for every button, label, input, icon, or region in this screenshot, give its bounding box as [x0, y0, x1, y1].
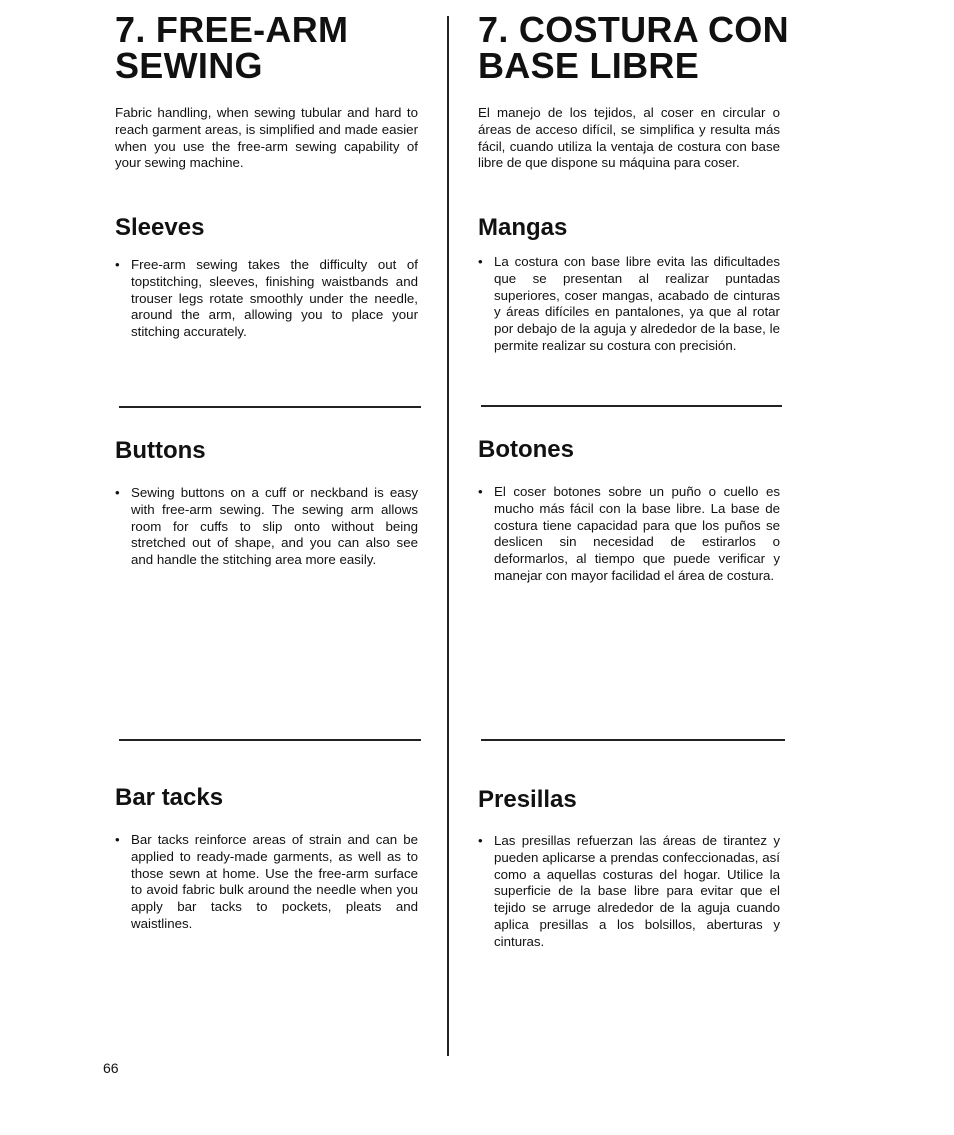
- english-intro: Fabric handling, when sewing tubular and hard to reach garment areas, is simplified and made easier when you use the free-arm sewing capability of your sewing machine.: [115, 105, 418, 171]
- list-item-presillas: [478, 833, 780, 951]
- section-divider-rule: [481, 739, 785, 741]
- english-title: 7. FREE-ARM SEWING: [115, 9, 349, 86]
- heading-mangas: Mangas: [478, 214, 568, 241]
- botones-text: El coser botones sobre un puño o cuello es mucho más fácil con la base libre. La base de costura tiene capacidad para que los puños se deslicen sin necesidad de estirarlos o deformarlos, al tiempo que puede verificar y manejar con mayor facilidad el área de costura.: [494, 484, 780, 583]
- bullet-icon: •: [478, 254, 483, 269]
- buttons-text: Sewing buttons on a cuff or neckband is easy with free-arm sewing. The sewing arm allows room for cuffs to slip onto without being stretched out of shape, and you can also see and handle the stitching area more easily.: [131, 485, 418, 568]
- list-item-bar-tacks: [115, 832, 418, 933]
- sleeves-text: Free-arm sewing takes the difficulty out of topstitching, sleeves, finishing waistbands and trouser legs rotate smoothly under the needle, around the arm, allowing you to place your stitching accurately.: [131, 257, 418, 340]
- list-item-botones: [478, 484, 780, 585]
- column-divider: [447, 16, 449, 1056]
- presillas-text: Las presillas refuerzan las áreas de tirantez y pueden aplicarse a prendas confeccionadas, así como a aquellas costuras del hogar. Utilice la superficie de la base libre para evitar que el tejido se arruge alrededor de la aguja cuando aplica presillas a los bolsillos, aberturas y cinturas.: [494, 833, 780, 949]
- heading-buttons: Buttons: [115, 437, 206, 464]
- section-divider-rule: [119, 739, 421, 741]
- bullet-icon: •: [115, 257, 120, 272]
- heading-botones: Botones: [478, 436, 574, 463]
- heading-bar-tacks: Bar tacks: [115, 784, 224, 811]
- list-item-sleeves: [115, 257, 418, 341]
- bullet-icon: •: [115, 832, 120, 847]
- bullet-icon: •: [478, 833, 483, 848]
- spanish-title: 7. COSTURA CON BASE LIBRE: [478, 9, 789, 86]
- bar-tacks-text: Bar tacks reinforce areas of strain and can be applied to ready-made garments, as well as to those sewn at home. Use the free-arm surface to avoid fabric bulk around the needle when you apply bar tacks to pockets, pleats and waistlines.: [131, 832, 418, 931]
- bullet-icon: •: [478, 484, 483, 499]
- heading-presillas: Presillas: [478, 786, 577, 813]
- list-item-mangas: [478, 254, 780, 355]
- spanish-intro: El manejo de los tejidos, al coser en circular o áreas de acceso difícil, se simplifica y resulta más fácil, cuando utiliza la ventaja de costura con base libre de que dispone su máquina para coser.: [478, 105, 780, 171]
- section-divider-rule: [481, 405, 782, 407]
- list-item-buttons: [115, 485, 418, 569]
- section-divider-rule: [119, 406, 421, 408]
- heading-sleeves: Sleeves: [115, 214, 205, 241]
- mangas-text: La costura con base libre evita las dificultades que se presentan al realizar puntadas superiores, coser mangas, acabado de cinturas y áreas difíciles en pantalones, ya que al rotar por debajo de la aguja y alrededor de la base, le permite realizar su costura con precisión.: [494, 254, 780, 353]
- bullet-icon: •: [115, 485, 120, 500]
- page-number: 66: [103, 1060, 119, 1076]
